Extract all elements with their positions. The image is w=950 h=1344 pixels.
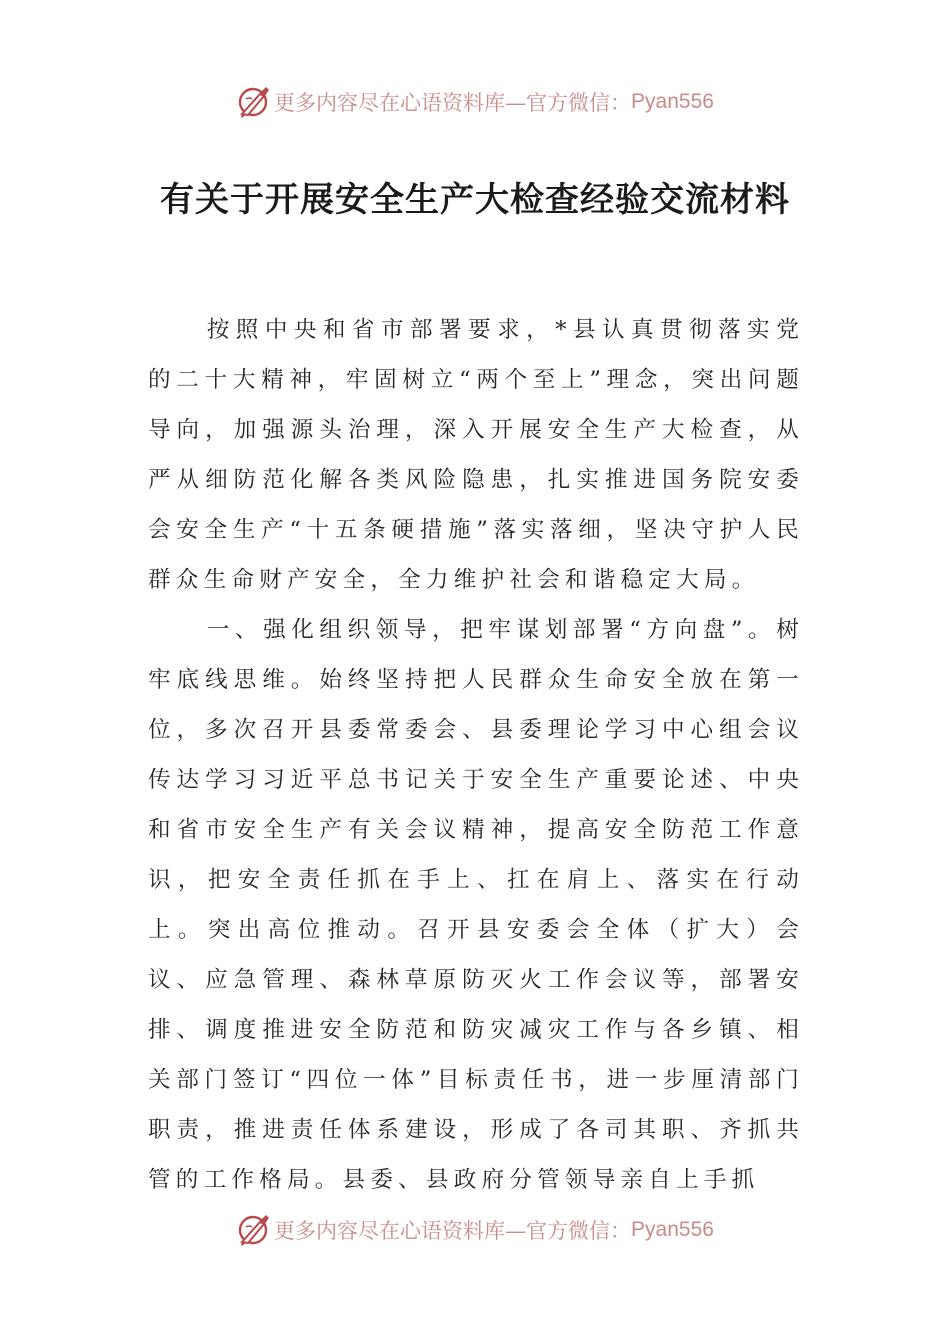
- banner-source-text: 更多内容尽在心语资料库—: [274, 1219, 527, 1243]
- banner-wechat-id: Pyan556: [631, 1218, 714, 1241]
- footer-watermark-banner: [0, 1210, 950, 1250]
- document-body: [148, 305, 804, 1205]
- header-watermark-banner: [0, 82, 950, 122]
- pen-logo-icon: [236, 1213, 270, 1247]
- document-title: 有关于开展安全生产大检查经验交流材料: [160, 180, 790, 220]
- body-paragraph: 按照中央和省市部署要求，*县认真贯彻落实党的二十大精神，牢固树立“两个至上”理念，突出问题导向，加强源头治理，深入开展安全生产大检查，从严从细防范化解各类风险隐患，扎实推进国务院安委会安全生产“十五条硬措施”落实落细，坚决守护人民群众生命财产安全，全力维护社会和谐稳定大局。: [148, 317, 804, 593]
- body-paragraph: 一、强化组织领导，把牢谋划部署“方向盘”。树牢底线思维。始终坚持把人民群众生命安全放在第一位，多次召开县委常委会、县委理论学习中心组会议传达学习习近平总书记关于安全生产重要论述、中央和省市安全生产有关会议精神，提高安全防范工作意识，把安全责任抓在手上、扛在肩上、落实在行动上。突出高位推动。召开县安委会全体（扩大）会议、应急管理、森林草原防灭火工作会议等，部署安排、调度推进安全防范和防灾减灾工作与各乡镇、相关部门签订“四位一体”目标责任书，进一步厘清部门职责，推进责任体系建设，形成了各司其职、齐抓共管的工作格局。县委、县政府分管领导亲自上手抓: [148, 617, 804, 1193]
- pen-logo-icon: [236, 85, 270, 119]
- banner-source-text: 更多内容尽在心语资料库—: [274, 91, 527, 115]
- banner-wechat-label: 官方微信：: [526, 1219, 632, 1243]
- banner-wechat-label: 官方微信：: [526, 91, 632, 115]
- banner-wechat-id: Pyan556: [631, 90, 714, 113]
